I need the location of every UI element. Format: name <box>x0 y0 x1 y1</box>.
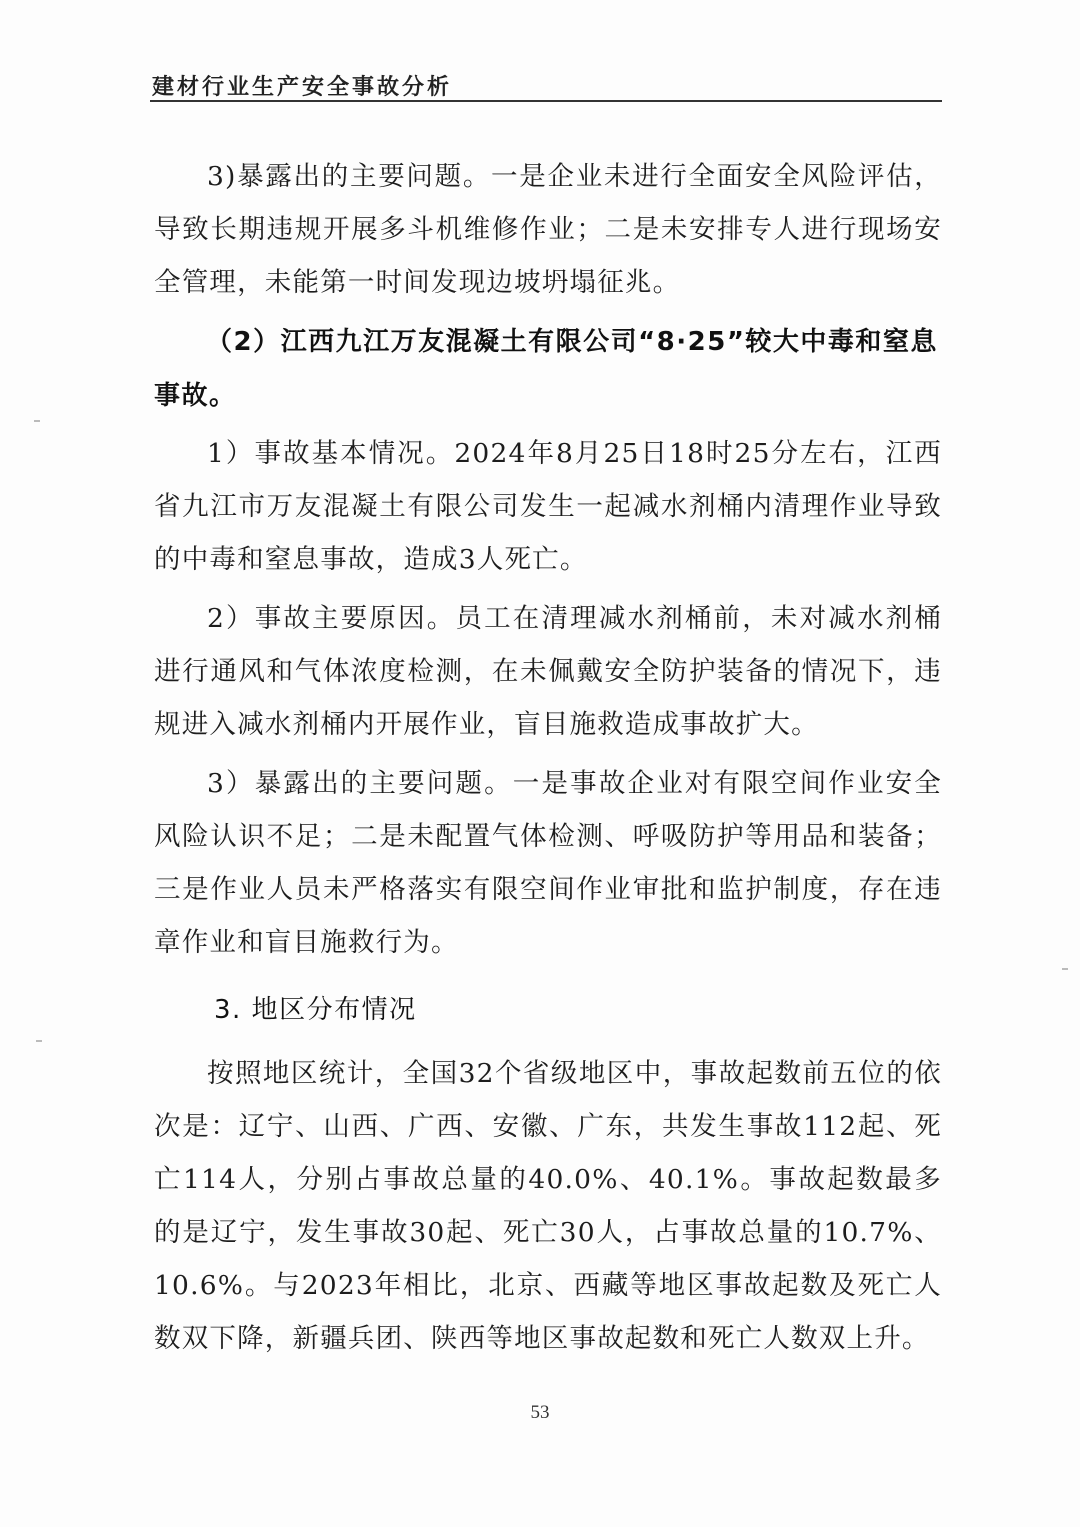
header-rule <box>150 100 942 102</box>
body-content <box>154 150 942 1371</box>
section-heading-regional: 3. 地区分布情况 <box>214 995 417 1025</box>
page-number: 53 <box>530 1402 550 1423</box>
paragraph-main-causes: 2）事故主要原因。员工在清理减水剂桶前，未对减水剂桶进行通风和气体浓度检测，在未佩戴安全防护装备的情况下，违规进入减水剂桶内开展作业，盲目施救造成事故扩大。 <box>154 603 942 740</box>
paragraph-exposed-issues-1: 3)暴露出的主要问题。一是企业未进行全面安全风险评估，导致长期违规开展多斗机维修作业；二是未安排专人进行现场安全管理，未能第一时间发现边坡坍塌征兆。 <box>154 161 942 298</box>
paragraph-regional-stats: 按照地区统计，全国32个省级地区中，事故起数前五位的依次是：辽宁、山西、广西、安徽、广东，共发生事故112起、死亡114人，分别占事故总量的40.0%、40.1%。事故起数最多的是辽宁，发生事故30起、死亡30人，占事故总量的10.7%、10.6%。与2023年相比，北京、西藏等地区事故起数及死亡人数双下降，新疆兵团、陕西等地区事故起数和死亡人数双上升。 <box>154 1058 942 1354</box>
paragraph-exposed-issues-2: 3）暴露出的主要问题。一是事故企业对有限空间作业安全风险认识不足；二是未配置气体检测、呼吸防护等用品和装备；三是作业人员未严格落实有限空间作业审批和监护制度，存在违章作业和盲目施救行为。 <box>154 768 942 958</box>
case-heading-jiujiang: （2）江西九江万友混凝土有限公司“8·25”较大中毒和窒息事故。 <box>154 327 938 411</box>
scan-mark <box>1062 968 1068 970</box>
scan-mark <box>34 420 40 422</box>
paragraph-basic-situation: 1）事故基本情况。2024年8月25日18时25分左右，江西省九江市万友混凝土有限公司发生一起减水剂桶内清理作业导致的中毒和窒息事故，造成3人死亡。 <box>154 438 942 575</box>
scan-mark <box>36 1040 42 1042</box>
running-header: 建材行业生产安全事故分析 <box>152 75 453 100</box>
